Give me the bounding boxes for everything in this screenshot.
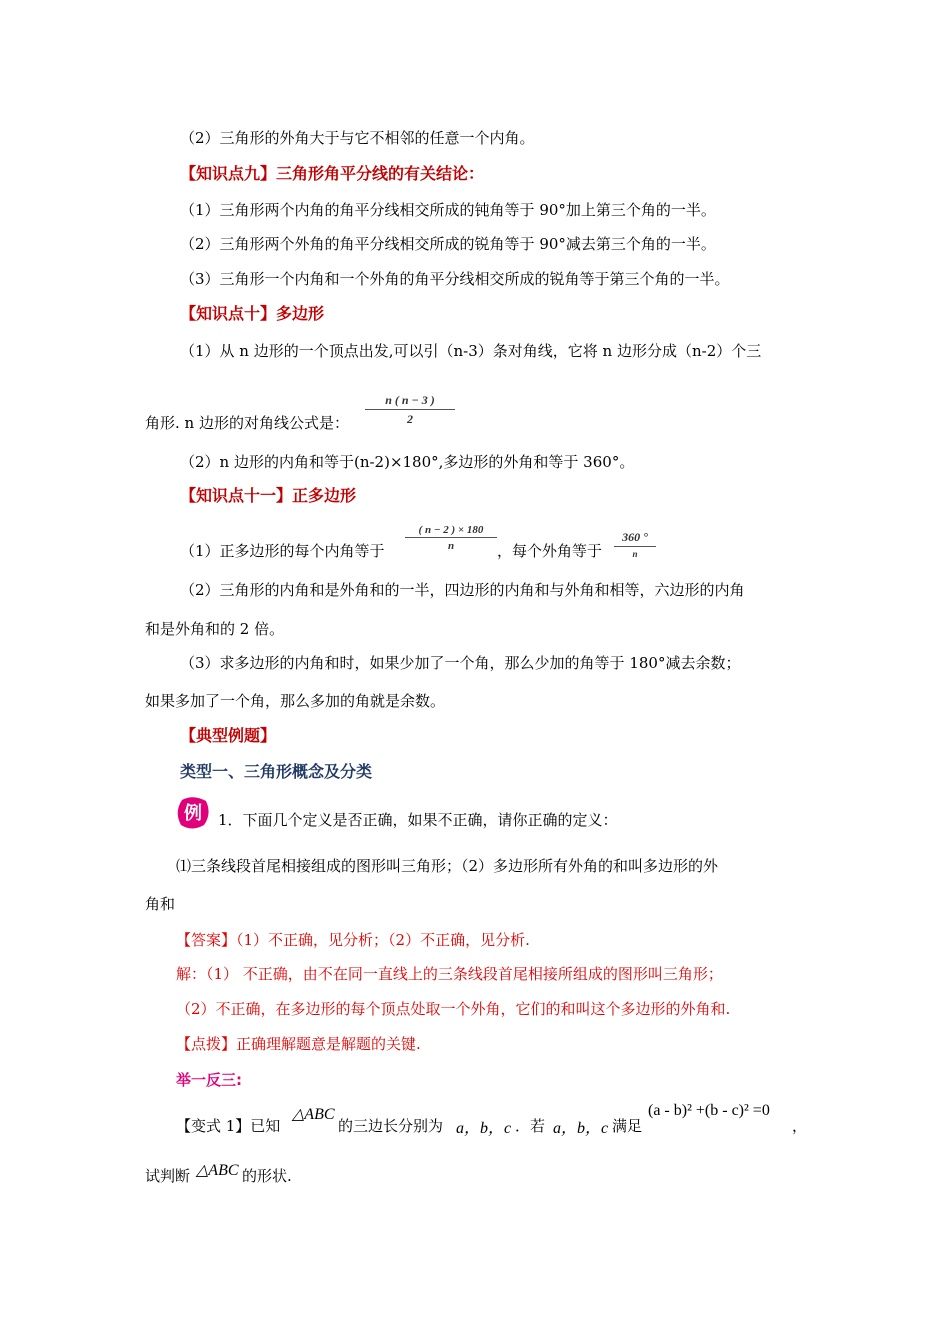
text-line: 角形. n 边形的对角线公式是： [145, 414, 349, 432]
fraction-numerator: n ( n − 3 ) [365, 393, 455, 410]
solution-line: （2）不正确，在多边形的每个顶点处取一个外角，它们的和叫这个多边形的外角和. [176, 1000, 731, 1018]
fraction-denominator: 2 [407, 412, 413, 426]
diagonal-formula [365, 393, 455, 427]
heading-examples: 【典型例题】 [180, 726, 277, 745]
question-text: ⑴三条线段首尾相接组成的图形叫三角形；（2）多边形所有外角的和叫多边形的外 [176, 857, 719, 875]
sides-abc: a，b，c [456, 1120, 512, 1137]
question-text: 1．下面几个定义是否正确，如果不正确，请你正确的定义： [218, 811, 618, 829]
fraction-numerator: 360 ° [614, 530, 656, 547]
text-line: 和是外角和的 2 倍。 [145, 620, 285, 638]
text-line: （2）n 边形的内角和等于(n-2)×180°,多边形的外角和等于 360°。 [180, 453, 635, 471]
text-line: （1）从 n 边形的一个顶点出发,可以引（n-3）条对角线，它将 n 边形分成（n-2）个三 [180, 342, 762, 360]
variant-text: 试判断 [145, 1167, 191, 1185]
fraction-numerator: ( n − 2 ) × 180 [405, 524, 497, 538]
triangle-abc: △ABC [196, 1162, 239, 1179]
triangle-abc: △ABC [292, 1106, 335, 1123]
badge-label: 例 [184, 803, 202, 824]
heading-kp9: 【知识点九】三角形角平分线的有关结论： [180, 164, 485, 183]
text-line: （3）求多边形的内角和时，如果少加了一个角，那么少加的角等于 180°减去余数； [180, 654, 741, 672]
text-line: （2）三角形的外角大于与它不相邻的任意一个内角。 [180, 129, 535, 147]
condition-equation: (a - b)² +(b - c)² =0 [648, 1102, 770, 1119]
heading-kp10: 【知识点十】多边形 [180, 304, 325, 323]
interior-angle-formula [405, 524, 497, 552]
heading-kp11: 【知识点十一】正多边形 [180, 486, 357, 505]
text-line: （2）三角形两个外角的角平分线相交所成的锐角等于 90°减去第三个角的一半。 [180, 235, 716, 253]
example-badge-icon [176, 796, 210, 830]
fraction-denominator: n [447, 540, 455, 552]
text-line: 如果多加了一个角，那么多加的角就是余数。 [145, 692, 446, 710]
variant-text: 的形状. [242, 1167, 292, 1185]
variant-text: 满足 [612, 1117, 643, 1135]
type-heading: 类型一、三角形概念及分类 [180, 762, 373, 781]
practice-heading: 举一反三: [176, 1071, 242, 1089]
text-line: （2）三角形的内角和是外角和的一半，四边形的内角和与外角和相等，六边形的内角 [180, 581, 745, 599]
variant-text: ， [792, 1117, 808, 1135]
text-line: （1）三角形两个内角的角平分线相交所成的钝角等于 90°加上第三个角的一半。 [180, 201, 716, 219]
variant-text: ．若 [515, 1117, 546, 1135]
sides-abc: a，b，c [553, 1120, 609, 1137]
solution-line: 解：（1） 不正确，由不在同一直线上的三条线段首尾相接所组成的图形叫三角形； [176, 965, 723, 983]
text-line: ，每个外角等于 [497, 542, 603, 560]
variant-label: 【变式 1】已知 [176, 1117, 281, 1135]
text-line: （1）正多边形的每个内角等于 [180, 542, 385, 560]
answer-line: 【答案】（1）不正确，见分析；（2）不正确，见分析. [176, 931, 530, 949]
question-text: 角和 [145, 895, 176, 913]
tip-line: 【点拨】正确理解题意是解题的关键. [176, 1035, 421, 1053]
variant-text: 的三边长分别为 [338, 1117, 444, 1135]
exterior-angle-formula [614, 530, 656, 559]
fraction-denominator: n [632, 549, 638, 559]
text-line: （3）三角形一个内角和一个外角的角平分线相交所成的锐角等于第三个角的一半。 [180, 270, 730, 288]
